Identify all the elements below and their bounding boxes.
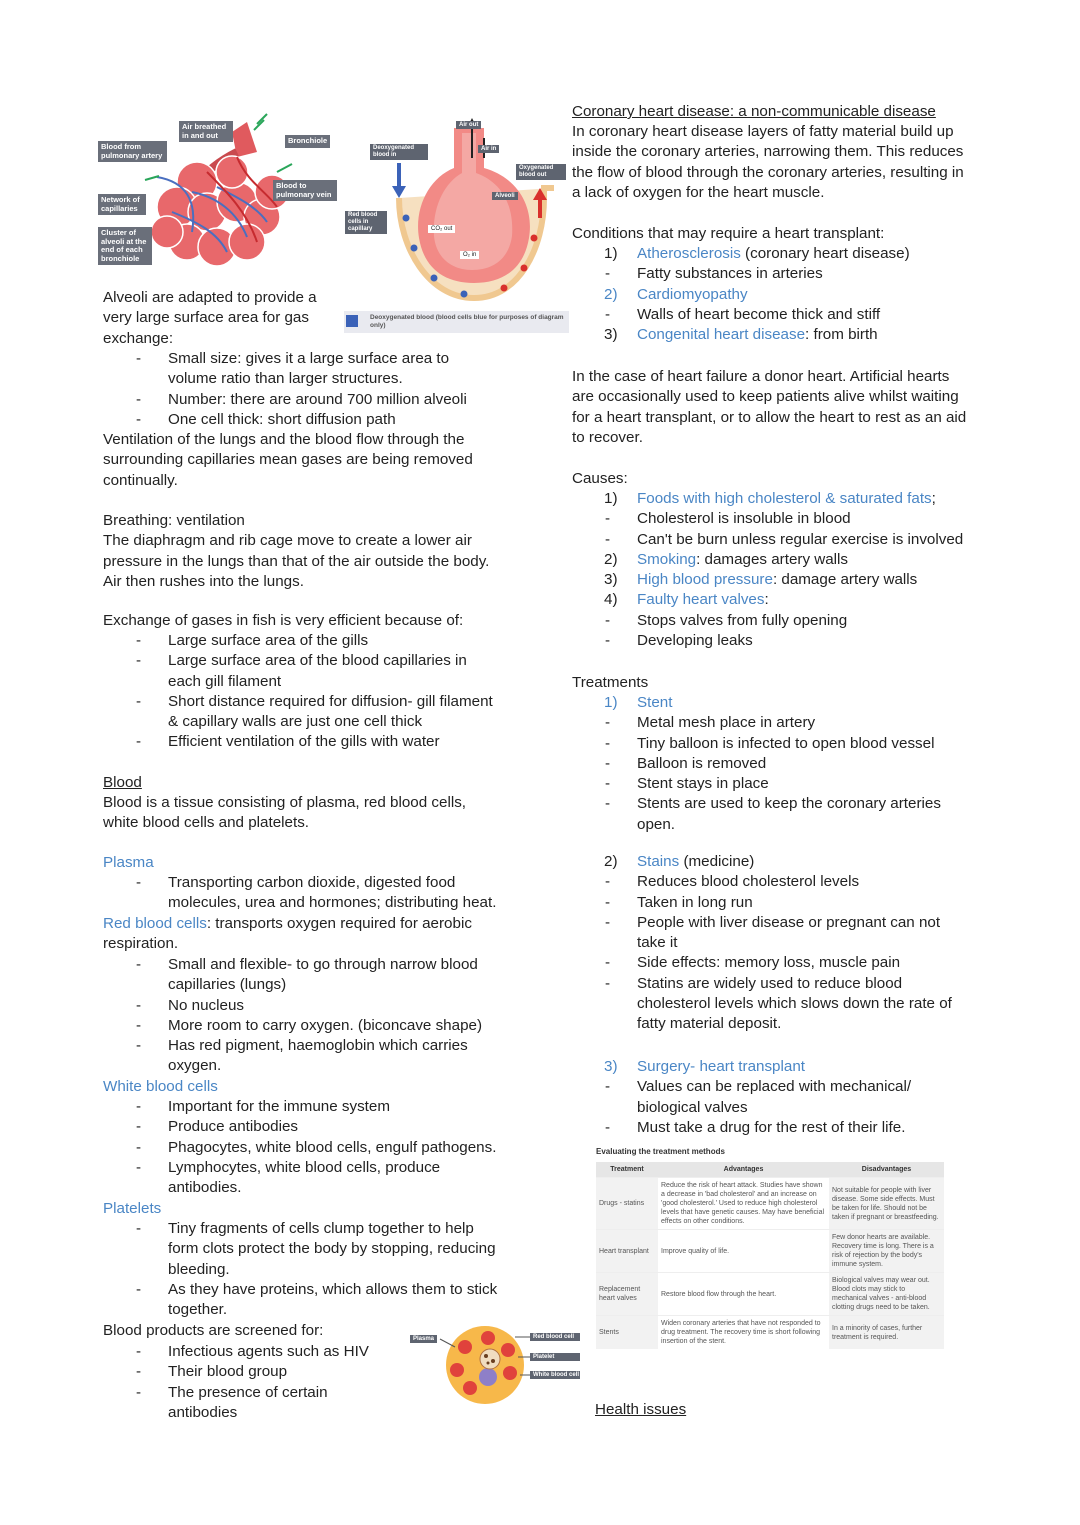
list-item: - Has red pigment, haemoglobin which carries oxygen.: [136, 1037, 468, 1075]
diagram-key: [344, 311, 569, 333]
label-network-capillaries: Network of capillaries: [98, 194, 146, 215]
list-item: - Large surface area of the gills: [136, 632, 369, 649]
label-oxygenated-out: Oxygenated blood out: [516, 164, 566, 180]
list-item: - Tiny fragments of cells clump together to help form clots protect the body by stopping, reducing bleeding.: [136, 1220, 496, 1278]
label-bronchiole: Bronchiole: [285, 135, 330, 148]
list-item: - Reduces blood cholesterol levels: [605, 873, 860, 891]
alveoli-points: [136, 349, 467, 430]
label-red-blood-cell: Red blood cell: [530, 1333, 580, 1341]
list-item: - Side effects: memory loss, muscle pain: [605, 954, 901, 972]
label-blood-from-artery: Blood from pulmonary artery: [98, 141, 167, 162]
table-row: Replacement heart valves Restore blood flow through the heart. Biological valves may wear out. Blood clots may stick to mechanical valves - anti-blood clotting drugs need to be taken.: [596, 1273, 944, 1316]
list-item: - Transporting carbon dioxide, digested food molecules, urea and hormones; distributing heat.: [136, 874, 497, 912]
list-item: - Infectious agents such as HIV: [136, 1343, 369, 1360]
chd-text: In coronary heart disease layers of fatty material build up inside the coronary arteries, narrowing them. This reduces the flow of blood through the coronary arteries, resulting in a lack of oxygen for the heart muscle.: [572, 123, 964, 201]
list-item: - The presence of certain antibodies: [136, 1383, 328, 1421]
label-blood-to-vein: Blood to pulmonary vein: [273, 180, 337, 201]
table-row: Heart transplant Improve quality of life. Few donor hearts are available. Recovery time is long. There is a risk of rejection by the body's immune system.: [596, 1230, 944, 1273]
list-item: - Can't be burn unless regular exercise is involved: [605, 530, 964, 548]
blood-text: Blood is a tissue consisting of plasma, red blood cells, white blood cells and platelets.: [103, 794, 467, 832]
chd-heading: Coronary heart disease: a non-communicable disease: [572, 103, 936, 120]
list-item: - Statins are widely used to reduce blood cholesterol levels which slows down the rate of fatty material deposit.: [605, 974, 952, 1033]
header-advantages: Advantages: [658, 1162, 829, 1178]
list-item: - Number: there are around 700 million alveoli: [136, 390, 467, 408]
conditions-intro: Conditions that may require a heart transplant:: [572, 225, 885, 242]
list-item: - More room to carry oxygen. (biconcave shape): [136, 1016, 483, 1034]
conditions-list: [604, 244, 910, 345]
label-air-breathed: Air breathed in and out: [179, 121, 233, 142]
list-item: - Lymphocytes, white blood cells, produce antibodies.: [136, 1158, 441, 1197]
list-item: - Tiny balloon is infected to open blood vessel: [605, 734, 935, 752]
list-item: 1) Foods with high cholesterol & saturated fats;: [604, 490, 936, 507]
rbc-heading: Red blood cells: [103, 915, 207, 932]
alveolus-diagram: [344, 118, 569, 333]
blood-components-diagram: [410, 1325, 580, 1405]
lungs-diagram: [97, 112, 337, 282]
list-item: - Developing leaks: [605, 632, 753, 650]
list-item: 3) High blood pressure: damage artery walls: [604, 571, 918, 589]
list-item: - Values can be replaced with mechanical/ biological valves: [605, 1078, 912, 1116]
list-item: 2) Cardiomyopathy: [604, 285, 748, 303]
header-treatment: Treatment: [596, 1162, 658, 1178]
label-white-blood-cell: White blood cell: [530, 1371, 580, 1379]
list-item: 3) Surgery- heart transplant: [604, 1058, 805, 1075]
list-item: - Small size: gives it a large surface area to volume ratio than larger structures.: [136, 350, 450, 388]
platelets-points: [136, 1219, 498, 1320]
evaluation-section: [596, 1147, 946, 1349]
list-item: 2) Stains (medicine): [604, 853, 755, 870]
list-item: - As they have proteins, which allows them to stick together.: [136, 1280, 498, 1319]
label-red-blood-cells: Red blood cells in capillary: [345, 211, 387, 234]
list-item: 1) Stent: [604, 694, 673, 711]
treatment-statins: [604, 852, 952, 1035]
label-co2-out: CO₂ out: [428, 225, 455, 233]
blood-heading: Blood: [103, 774, 142, 791]
label-alveoli: Alveoli: [492, 192, 518, 200]
causes-heading: Causes:: [572, 470, 628, 487]
screened-intro: Blood products are screened for:: [103, 1322, 324, 1339]
table-row: Stents Widen coronary arteries that have not responded to drug treatment. The recovery time is short following insertion of the stent. In a minority of cases, further treatment is required.: [596, 1316, 944, 1350]
list-item: 2) Smoking: damages artery walls: [604, 550, 849, 568]
treatments-heading: Treatments: [572, 674, 649, 691]
label-air-out: Air out: [456, 121, 481, 129]
fish-intro: Exchange of gases in fish is very efficient because of:: [103, 612, 464, 629]
list-item: - Stops valves from fully opening: [605, 611, 848, 629]
list-item: - People with liver disease or pregnant can not take it: [605, 913, 941, 952]
list-item: - Short distance required for diffusion- gill filament & capillary walls are just one cell thick: [136, 692, 493, 731]
table-header-row: [596, 1162, 944, 1178]
treatment-surgery: [604, 1057, 912, 1138]
key-swatch: [346, 315, 358, 327]
label-platelet: Platelet: [530, 1353, 580, 1361]
list-item: - Small and flexible- to go through narrow blood capillaries (lungs): [136, 956, 478, 994]
evaluation-table: [596, 1162, 944, 1349]
list-item: - Balloon is removed: [605, 754, 767, 772]
wbc-heading: White blood cells: [103, 1078, 218, 1095]
causes-list: [604, 489, 964, 651]
plasma-points: [136, 873, 497, 914]
list-item: - Phagocytes, white blood cells, engulf pathogens.: [136, 1138, 497, 1156]
fish-points: [136, 631, 493, 753]
list-item: - Large surface area of the blood capillaries in each gill filament: [136, 652, 467, 690]
wbc-points: [136, 1097, 497, 1198]
list-item: - Walls of heart become thick and stiff: [605, 305, 881, 323]
list-item: - Taken in long run: [605, 893, 753, 911]
list-item: - Must take a drug for the rest of their life.: [605, 1118, 906, 1136]
list-item: - Stents are used to keep the coronary arteries open.: [605, 795, 941, 833]
rbc-text: Red blood cells: transports oxygen required for aerobic respiration.: [103, 915, 472, 953]
health-issues-heading: Health issues: [595, 1401, 687, 1418]
list-item: - Efficient ventilation of the gills with water: [136, 733, 440, 751]
list-item: 3) Congenital heart disease: from birth: [604, 326, 878, 344]
label-air-in: Air in: [478, 145, 499, 153]
list-item: - Their blood group: [136, 1363, 288, 1381]
header-disadvantages: Disadvantages: [829, 1162, 944, 1178]
alveoli-intro: Alveoli are adapted to provide a very large surface area for gas exchange:: [103, 289, 317, 347]
list-item: 1) Atherosclerosis (coronary heart disease): [604, 245, 910, 262]
table-row: Drugs - statins Reduce the risk of heart attack. Studies have shown a decrease in 'bad cholesterol' and an increase on 'good cholesterol.' Used to reduce high cholesterol levels that have genetic causes. May have beneficial effects on other conditions. Not suitable for people with liver disease. Some side effects. Must be taken for life. Should not be taken if pregnant or breastfeeding.: [596, 1178, 944, 1230]
platelets-heading: Platelets: [103, 1200, 162, 1217]
label-deoxygenated-in: Deoxygenated blood in: [370, 144, 428, 160]
list-item: - Stent stays in place: [605, 775, 769, 793]
ventilation-text: Ventilation of the lungs and the blood flow through the surrounding capillaries mean gases are being removed continually.: [103, 431, 473, 489]
list-item: - Important for the immune system: [136, 1098, 390, 1115]
evaluation-title: Evaluating the treatment methods: [596, 1147, 725, 1156]
screened-points: [136, 1342, 369, 1423]
list-item: - Produce antibodies: [136, 1118, 299, 1136]
label-plasma: Plasma: [410, 1335, 437, 1343]
label-o2-in: O₂ in: [460, 251, 479, 259]
plasma-heading: Plasma: [103, 854, 154, 871]
list-item: - Cholesterol is insoluble in blood: [605, 510, 851, 528]
rbc-points: [136, 955, 483, 1077]
list-item: 4) Faulty heart valves:: [604, 591, 769, 609]
treatment-stent: [604, 693, 941, 835]
list-item: - One cell thick: short diffusion path: [136, 410, 396, 428]
breathing-text: Breathing: ventilation The diaphragm and rib cage move to create a lower air pressure in the lungs than that of the air outside the body. Air then rushes into the lungs.: [103, 512, 490, 590]
key-text: Deoxygenated blood (blood cells blue for purposes of diagram only): [370, 314, 564, 329]
list-item: - Metal mesh place in artery: [605, 714, 816, 732]
list-item: - No nucleus: [136, 996, 244, 1014]
list-item: - Fatty substances in arteries: [605, 265, 823, 283]
label-cluster-alveoli: Cluster of alveoli at the end of each bronchiole: [98, 227, 152, 265]
heart-failure-text: In the case of heart failure a donor heart. Artificial hearts are occasionally used to keep patients alive whilst waiting for a heart transplant, or to allow the heart to rest as an aid to recover.: [572, 368, 967, 446]
